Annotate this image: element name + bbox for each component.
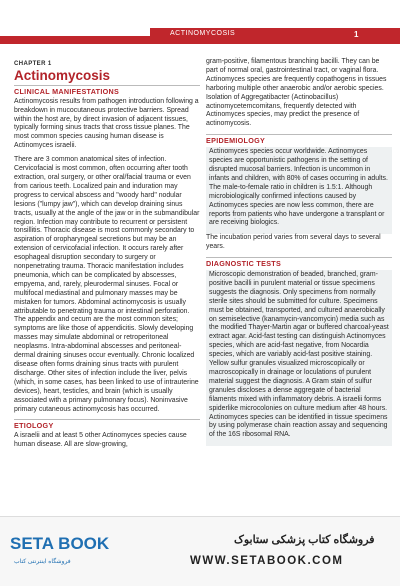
paragraph-etiology-cont: gram-positive, filamentous branching bacilli. They can be part of normal oral, gastrointestinal tract, or vaginal flora. Actinomyces species are frequently copathogens in tissues harboring multiple other anaerobic and/or aerobic species. Isolation of Aggregatibacter (Actinobacillus) actinomycetemcomitans, frequently detected with Actinomyces species, may predict the presence of actinomycosis. xyxy=(206,58,387,128)
epidemiology-box xyxy=(206,147,392,234)
left-column xyxy=(14,58,200,455)
page-number: 1 xyxy=(354,30,359,39)
diagnostic-box xyxy=(206,270,392,446)
paragraph-epidemiology: Actinomyces species occur worldwide. Actinomyces species are opportunistic pathogens in the setting of disrupted mucosal barriers. Infection is uncommon in infants and children, with 80% of cases occurring in adults. The male-to-female ratio in children is 1.5:1. Although microbiologically confirmed infections caused by Actinomyces species are now less common, there are reports from patients who have undergone a transplant or are receiving biologics. xyxy=(209,148,388,227)
right-column xyxy=(206,58,392,446)
paragraph-diagnostic: Microscopic demonstration of beaded, branched, gram-positive bacilli in purulent material or tissue specimens suggests the diagnosis. Only specimens from normally sterile sites should be submitted for culture. Specimens must be obtained, transported, and cultured anaerobically on semiselective (kanamycin-vancomycin) media such as the modified Thayer-Martin agar or buffered charcoal-yeast extract agar. Acid-fast testing can distinguish Actinomyces species, which are acid-fast negative, from Nocardia species, which are variably acid-fast positive staining. Yellow sulfur granules visualized microscopically or macroscopically in drainage or loculations of purulent material suggest the diagnosis. A Gram stain of sulfur granules discloses a dense aggregate of bacterial filaments mixed with inflammatory debris. A israelii forms spiderlike microcolonies on culture medium after 48 hours. Actinomyces species can be identified in tissue specimens by using polymerase chain reaction assay and sequencing of the 16S ribosomal RNA. xyxy=(209,271,389,439)
chapter-title: Actinomycosis xyxy=(14,67,111,83)
paragraph-etiology: A israelii and at least 5 other Actinomyces species cause human disease. All are slow-growing, xyxy=(14,432,187,449)
logo-subtitle: فروشگاه اینترنتی کتاب xyxy=(14,559,71,565)
paragraph-intro: Actinomycosis results from pathogen introduction following a breakdown in mucocutaneous protective barriers. Spread within the host are, by direct invasion of adjacent tissues, typically forming sinus tracts that cross tissue planes. The most common species causing human disease is Actinomyces israelii. xyxy=(14,97,199,150)
logo-text: SETA BOOK xyxy=(10,534,110,553)
section-heading-clinical: CLINICAL MANIFESTATIONS xyxy=(14,85,200,97)
section-heading-diagnostic: DIAGNOSTIC TESTS xyxy=(206,257,392,269)
section-heading-etiology: ETIOLOGY xyxy=(14,419,200,431)
paragraph-sites: There are 3 common anatomical sites of infection. Cervicofacial is most common, often occurring after tooth extraction, oral surgery, or other oral/facial trauma or even from carious teeth. Localized pain and induration may progress to cervical abscess and "woody hard" nodular lesions ("lumpy jaw"), which can develop draining sinus tracts, usually at the angle of the jaw or in the submandibular region. Infection may contribute to recurrent or persistent tonsillitis. Thoracic disease is most commonly secondary to aspiration of oropharyngeal secretions but may be an extension of cervicofacial infection. It occurs rarely after esophageal disruption secondary to surgery or nonpenetrating trauma. Thoracic manifestation includes pneumonia, which can be complicated by abscesses, empyema, and, rarely, pleurodermal sinuses. Focal or multifocal mediastinal and pulmonary masses may be mistaken for tumors. Abdominal actinomycosis is usually attributable to penetrating trauma or intestinal perforation. The appendix and cecum are the most common sites; symptoms are like those of appendicitis. Slowly developing masses may simulate abdominal or retroperitoneal neoplasms. Intra-abdominal abscesses and peritoneal-dermal draining sinuses occur eventually. Chronic localized disease often forms draining sinus tracts with purulent discharge. Other sites of infection include the liver, pelvis (which, in some cases, has been linked to use of intrauterine devices), heart, testicles, and brain (which is usually associated with a primary pulmonary focus). Noninvasive primary cutaneous actinomycosis has occurred. xyxy=(14,156,200,413)
section-heading-epidemiology: EPIDEMIOLOGY xyxy=(206,134,392,146)
chapter-label: CHAPTER 1 xyxy=(14,61,52,67)
website-link[interactable]: WWW.SETABOOK.COM xyxy=(190,555,344,567)
shop-name: فروشگاه کتاب پزشکی ستابوک xyxy=(234,534,375,546)
running-title: ACTINOMYCOSIS xyxy=(170,30,236,37)
paragraph-incubation: The incubation period varies from several days to several years. xyxy=(206,234,381,251)
